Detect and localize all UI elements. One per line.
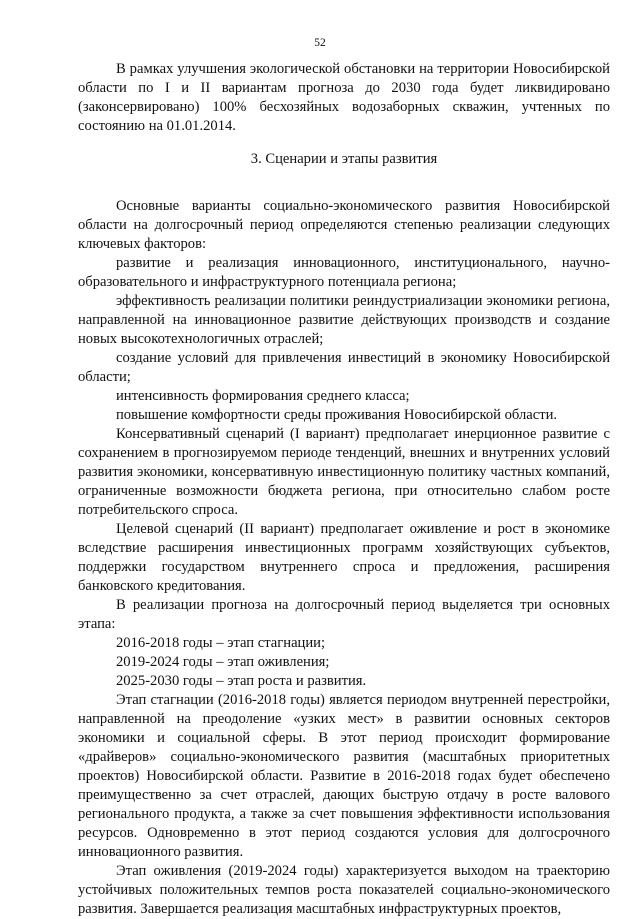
paragraph-target-scenario: Целевой сценарий (II вариант) предполагает оживление и рост в экономике вследствие расширения инвестиционных программ хозяйствующих субъектов, поддержки государством внутреннего спроса и предложения, расширения банковского кредитования. xyxy=(78,521,610,594)
paragraph-factor-investment: создание условий для привлечения инвестиций в экономику Новосибирской области; xyxy=(78,350,610,385)
intro-paragraph: В рамках улучшения экологической обстановки на территории Новосибирской области по I и II вариантам прогноза до 2030 года будет ликвидировано (законсервировано) 100% бесхозяйных водозаборных скважин, учтенных по состоянию на 01.01.2014. xyxy=(78,61,610,134)
paragraph-revival-description: Этап оживления (2019-2024 годы) характеризуется выходом на траекторию устойчивых положительных темпов роста показателей социально-экономического развития. Завершается реализация масштабных инфраструктурных проектов, xyxy=(78,863,610,917)
paragraph-factor-comfort: повышение комфортности среды проживания Новосибирской области. xyxy=(116,407,558,423)
paragraph-stage-stagnation: 2016-2018 годы – этап стагнации; xyxy=(116,635,326,651)
paragraph-stage-revival: 2019-2024 годы – этап оживления; xyxy=(116,654,330,670)
page-content xyxy=(78,60,610,919)
paragraph-stagnation-description: Этап стагнации (2016-2018 годы) является периодом внутренней перестройки, направленной на преодоление «узких мест» в развитии основных секторов экономики и социальной сферы. В этот период происходит формирование «драйверов» социально-экономического развития (масштабных приоритетных проектов) Новосибирской области. Развитие в 2016-2018 годах будет обеспечено преимущественно за счет отраслей, дающих быструю отдачу в росте валового регионального продукта, а также за счет повышения эффективности использования ресурсов. Одновременно в этот период создаются условия для долгосрочного инновационного развития. xyxy=(78,692,610,860)
paragraph-conservative-scenario: Консервативный сценарий (I вариант) предполагает инерционное развитие с сохранением в прогнозируемом периоде тенденций, внешних и внутренних условий развития экономики, консервативную инвестиционную политику частных компаний, ограниченные возможности бюджета региона, при относительно слабом росте потребительского спроса. xyxy=(78,426,610,518)
paragraph-stages-intro: В реализации прогноза на долгосрочный период выделяется три основных этапа: xyxy=(78,597,610,632)
paragraph-factor-middle-class: интенсивность формирования среднего класса; xyxy=(116,388,410,404)
paragraph-factor-reindustrialization: эффективность реализации политики реиндустриализации экономики региона, направленной на инновационное развитие действующих производств и создание новых высокотехнологичных отраслей; xyxy=(78,293,610,347)
paragraph-factor-innovation: развитие и реализация инновационного, институционального, научно-образовательного и инфраструктурного потенциала региона; xyxy=(78,255,610,290)
spacer xyxy=(78,183,610,197)
paragraph-key-factors-intro: Основные варианты социально-экономического развития Новосибирской области на долгосрочный период определяются степенью реализации следующих ключевых факторов: xyxy=(78,198,610,252)
paragraph-stage-growth: 2025-2030 годы – этап роста и развития. xyxy=(116,673,367,689)
page-number: 52 xyxy=(314,37,326,49)
section-heading: 3. Сценарии и этапы развития xyxy=(250,151,438,167)
